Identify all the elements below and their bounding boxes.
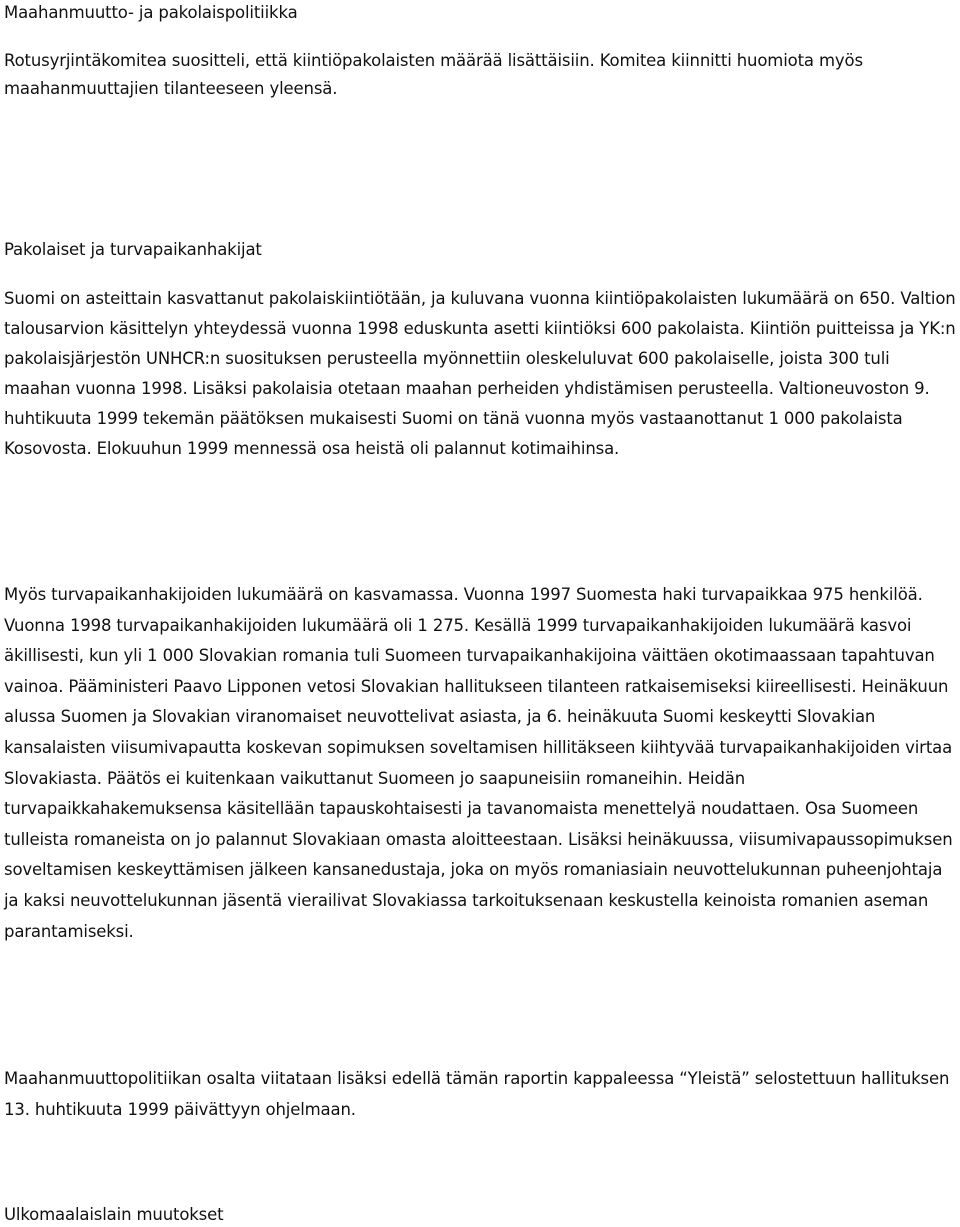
asylum-seekers-paragraph: Myös turvapaikanhakijoiden lukumäärä on kasvamassa. Vuonna 1997 Suomesta haki turvapaikkaa 975 henkilöä. Vuonna 1998 turvapaikanhakijoiden lukumäärä oli 1 275. Kesällä 1999 turvapaikanhakijoiden lukumäärä kasvoi äkillisesti, kun yli 1 000 Slovakian romania tuli Suomeen turvapaikanhakijoina väittäen okotimaassaan tapahtuvan vainoa. Pääministeri Paavo Lipponen vetosi Slovakian hallitukseen tilanteen ratkaisemiseksi kiireellisesti. Heinäkuun alussa Suomen ja Slovakian viranomaiset neuvottelivat asiasta, ja 6. heinäkuuta Suomi keskeytti Slovakian kansalaisten viisumivapautta koskevan sopimuksen soveltamisen hillitäkseen kiihtyvää turvapaikanhakijoiden virtaa Slovakiasta. Päätös ei kuitenkaan vaikuttanut Suomeen jo saapuneisiin romaneihin. Heidän turvapaikkahakemuksensa käsitellään tapauskohtaisesti ja tavanomaista menettelyä noudattaen. Osa Suomeen tulleista romaneista on jo palannut Slovakiaan omasta aloitteestaan. Lisäksi heinäkuussa, viisumivapaussopimuksen soveltamisen keskeyttämisen jälkeen kansanedustaja, joka on myös romaniasiain neuvottelukunnan puheenjohtaja ja kaksi neuvottelukunnan jäsentä vierailivat Slovakiassa tarkoituksenaan keskustella keinoista romanien aseman parantamiseksi. xyxy=(4,585,953,941)
immigration-policy-paragraph: Maahanmuuttopolitiikan osalta viitataan lisäksi edellä tämän raportin kappaleessa “Yleistä” selostettuun hallituksen 13. huhtikuuta 1999 päivättyyn ohjelmaan. xyxy=(4,1069,950,1119)
section-heading-refugees: Pakolaiset ja turvapaikanhakijat xyxy=(4,240,262,259)
section-heading-aliens-act: Ulkomaalaislain muutokset xyxy=(4,1205,224,1224)
document-title: Maahanmuutto- ja pakolaispolitiikka xyxy=(4,3,298,22)
intro-paragraph: Rotusyrjintäkomitea suositteli, että kiintiöpakolaisten määrää lisättäisiin. Komitea kiinnitti huomiota myös maahanmuuttajien tilanteeseen yleensä. xyxy=(4,51,863,98)
refugees-paragraph: Suomi on asteittain kasvattanut pakolaiskiintiötään, ja kuluvana vuonna kiintiöpakolaisten lukumäärä on 650. Valtion talousarvion käsittelyn yhteydessä vuonna 1998 eduskunta asetti kiintiöksi 600 pakolaista. Kiintiön puitteissa ja YK:n pakolaisjärjestön UNHCR:n suosituksen perusteella myönnettiin oleskeluluvat 600 pakolaiselle, joista 300 tuli maahan vuonna 1998. Lisäksi pakolaisia otetaan maahan perheiden yhdistämisen perusteella. Valtioneuvoston 9. huhtikuuta 1999 tekemän päätöksen mukaisesti Suomi on tänä vuonna myös vastaanottanut 1 000 pakolaista Kosovosta. Elokuuhun 1999 mennessä osa heistä oli palannut kotimaihinsa. xyxy=(4,289,956,458)
